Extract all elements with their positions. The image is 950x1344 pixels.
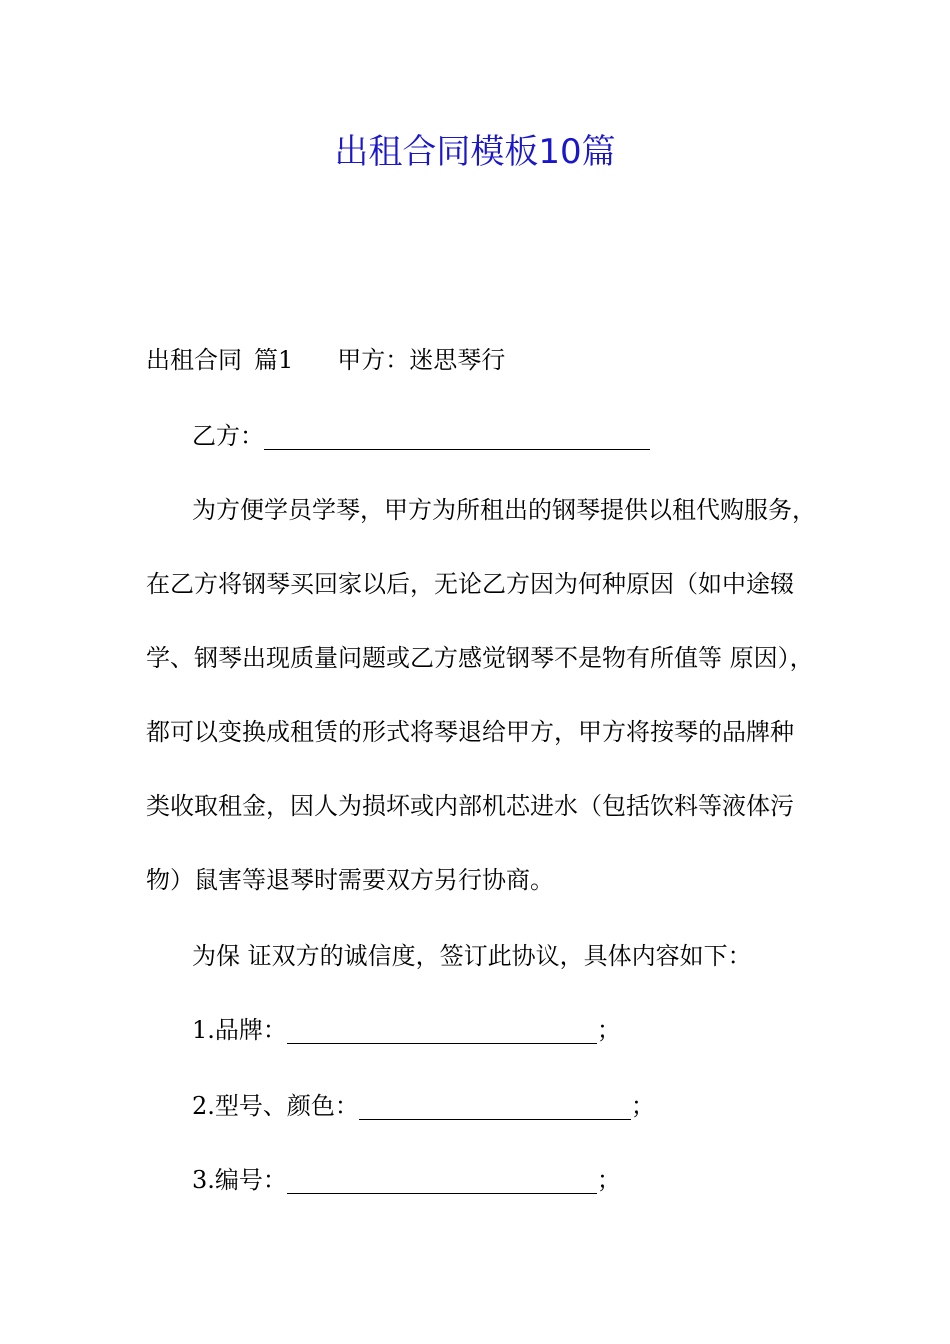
paragraph1-line-1: 为方便学员学琴，甲方为所租出的钢琴提供以租代购服务， [192, 496, 816, 524]
party-b-label: 乙方： [192, 422, 264, 450]
party-a-text: 甲方：迷思琴行 [337, 346, 506, 374]
field-serial-label: 3.编号： [192, 1166, 287, 1194]
contract-header-line [146, 342, 826, 378]
field-brand-end: ； [596, 1016, 621, 1044]
field-model-color [192, 1088, 655, 1124]
field-model-color-end: ； [630, 1092, 655, 1120]
field-brand-blank [287, 1019, 597, 1044]
party-b-line [192, 418, 650, 454]
paragraph1-line-3: 学、钢琴出现质量问题或乙方感觉钢琴不是物有所值等 原因）， [146, 644, 814, 672]
field-model-color-label: 2.型号、颜色： [192, 1092, 359, 1120]
paragraph1-line-2: 在乙方将钢琴买回家以后，无论乙方因为何种原因（如中途辍 [146, 570, 794, 598]
paragraph1-line-6: 物）鼠害等退琴时需要双方另行协商。 [146, 866, 554, 894]
paragraph2: 为保 证双方的诚信度，签订此协议，具体内容如下： [192, 942, 752, 970]
field-brand [192, 1012, 621, 1048]
paragraph1-line-5: 类收取租金，因人为损坏或内部机芯进水（包括饮料等液体污 [146, 792, 794, 820]
field-serial [192, 1162, 621, 1198]
section-label: 篇1 [254, 346, 294, 374]
field-model-color-blank [359, 1095, 631, 1120]
contract-label: 出租合同 [146, 346, 242, 374]
field-brand-label: 1.品牌： [192, 1016, 287, 1044]
party-b-blank [264, 425, 650, 450]
document-title: 出租合同模板10篇 [334, 132, 616, 172]
field-serial-end: ； [596, 1166, 621, 1194]
paragraph1-line-4: 都可以变换成租赁的形式将琴退给甲方，甲方将按琴的品牌种 [146, 718, 794, 746]
field-serial-blank [287, 1169, 597, 1194]
